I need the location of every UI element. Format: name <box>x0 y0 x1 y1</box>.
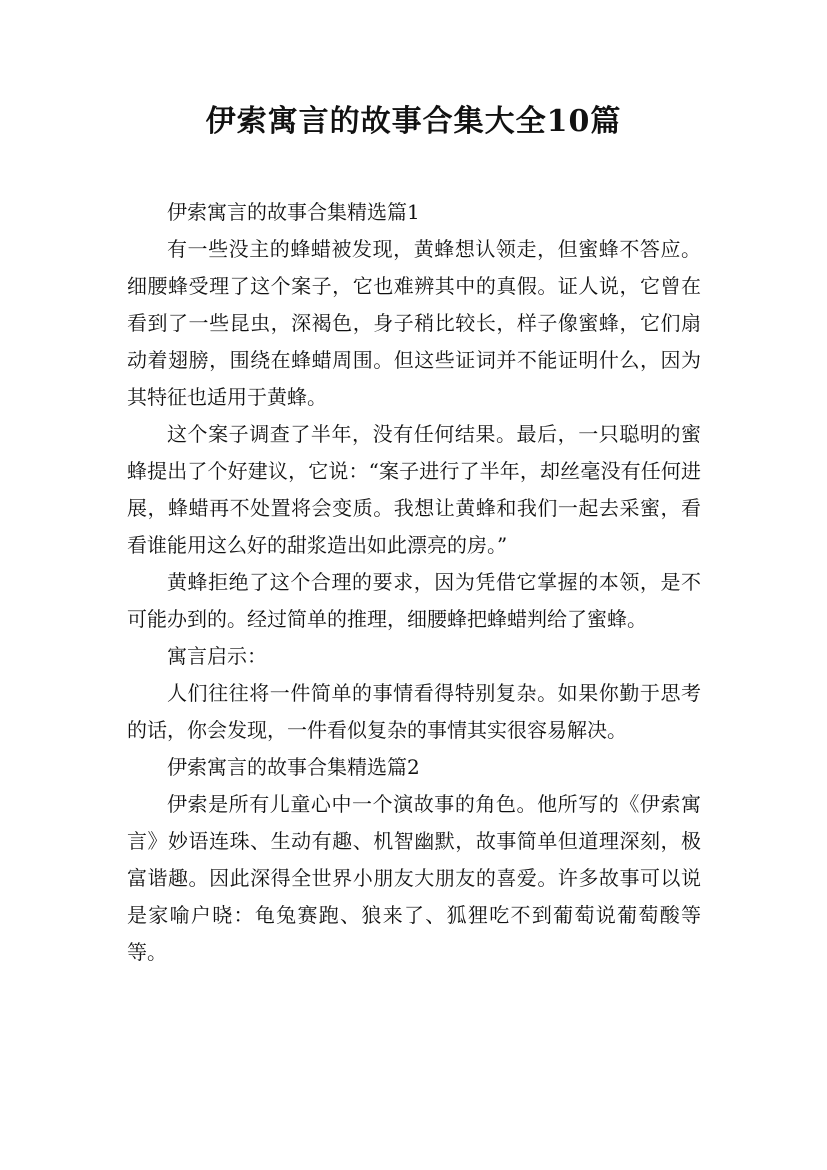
document-title: 伊索寓言的故事合集大全10篇 <box>205 104 622 139</box>
paragraph: 伊索是所有儿童心中一个演故事的角色。他所写的《伊索寓言》妙语连珠、生动有趣、机智幽默，故事简单但道理深刻，极富谐趣。因此深得全世界小朋友大朋友的喜爱。许多故事可以说是家喻户晓：龟兔赛跑、狼来了、狐狸吃不到葡萄说葡萄酸等等。 <box>127 792 701 964</box>
document-body <box>127 194 701 971</box>
moral-heading: 寓言启示： <box>167 644 267 668</box>
paragraph: 黄蜂拒绝了这个合理的要求，因为凭借它掌握的本领，是不可能办到的。经过简单的推理，细腰蜂把蜂蜡判给了蜜蜂。 <box>127 570 701 631</box>
paragraph: 有一些没主的蜂蜡被发现，黄蜂想认领走，但蜜蜂不答应。细腰蜂受理了这个案子，它也难辨其中的真假。证人说，它曾在看到了一些昆虫，深褐色，身子稍比较长，样子像蜜蜂，它们扇动着翅膀，围绕在蜂蜡周围。但这些证词并不能证明什么，因为其特征也适用于黄蜂。 <box>127 237 701 409</box>
paragraph: 这个案子调查了半年，没有任何结果。最后，一只聪明的蜜蜂提出了个好建议，它说：“案子进行了半年，却丝毫没有任何进展，蜂蜡再不处置将会变质。我想让黄蜂和我们一起去采蜜，看看谁能用这么好的甜浆造出如此漂亮的房。” <box>127 422 701 557</box>
section-heading: 伊索寓言的故事合集精选篇2 <box>167 755 420 779</box>
section-heading: 伊索寓言的故事合集精选篇1 <box>167 200 420 224</box>
paragraph: 人们往往将一件简单的事情看得特别复杂。如果你勤于思考的话，你会发现，一件看似复杂的事情其实很容易解决。 <box>127 681 701 742</box>
